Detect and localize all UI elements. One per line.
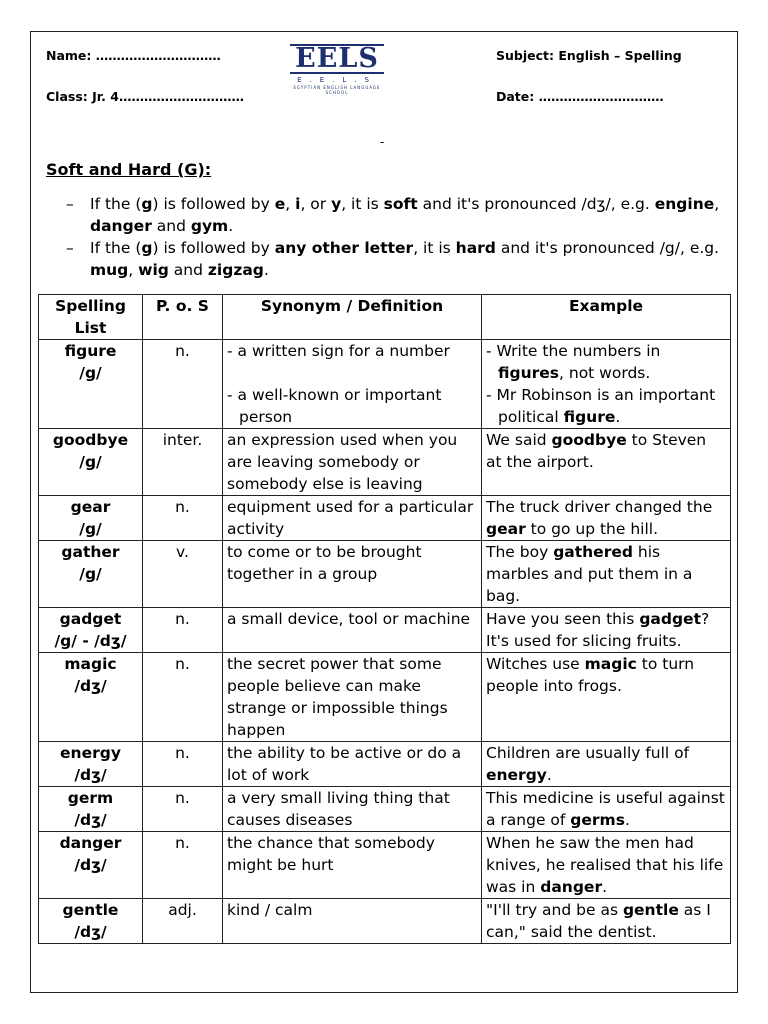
class-label: Class: Jr. 4………………………… [46,89,244,104]
example-cell [482,541,731,608]
example-word: figure [563,408,616,426]
definition-cell: a small device, tool or machine [223,608,482,653]
word-cell [39,496,143,541]
rule-text: . [228,217,234,235]
logo-main: EELS [290,44,384,74]
logo-sub: E.E.L.S [297,76,377,84]
example-text: to go up the hill. [525,520,659,538]
rule-text: , or [300,195,332,213]
example-text: The boy [486,543,554,561]
word-cell [39,899,143,944]
example-cell [482,340,731,429]
sound: /g/ [79,453,102,471]
word-cell [39,608,143,653]
subject-label: Subject: English – Spelling [496,48,682,63]
example-text: When he saw the men had knives, he realised that his life was in [486,834,724,896]
definition-cell: the ability to be active or do a lot of work [223,742,482,787]
table-header-row [39,295,731,340]
example-word: energy [486,766,547,784]
example-text: Witches use [486,655,585,673]
pos-cell: n. [143,742,223,787]
pos-cell: v. [143,541,223,608]
word: gentle [62,901,119,919]
sound: /g/ [79,520,102,538]
table-row [39,496,731,541]
definition-cell: kind / calm [223,899,482,944]
header-pos: P. o. S [143,295,223,340]
example-cell [482,899,731,944]
example-word: goodbye [551,431,627,449]
example-text: - Mr Robinson is an important political [486,386,716,426]
rule-bold: i [295,195,301,213]
rule-bold: wig [138,261,169,279]
definition-cell: a very small living thing that causes diseases [223,787,482,832]
example-text: - Write the numbers in [486,342,661,360]
logo-tagline: EGYPTIAN ENGLISH LANGUAGE SCHOOL [293,85,381,95]
table-row [39,429,731,496]
definition-cell: to come or to be brought together in a group [223,541,482,608]
rule-bold: any other letter [274,239,414,257]
definition-cell: the chance that somebody might be hurt [223,832,482,899]
table-row [39,340,731,429]
word: energy [60,744,121,762]
pos-cell: n. [143,832,223,899]
sound: /g/ [79,565,102,583]
sound: /g/ - /dʒ/ [54,632,127,650]
spelling-table [38,294,731,944]
example-text: ? It's used for slicing fruits. [486,610,710,650]
bullet: – [66,239,74,257]
rule-bold: e [274,195,286,213]
table-row [39,608,731,653]
example-word: gadget [639,610,701,628]
example-text: "I'll try and be as [486,901,623,919]
header-spelling-list: Spelling List [39,295,143,340]
sound: /dʒ/ [74,677,107,695]
rule-text: , [714,195,720,213]
word: danger [59,834,122,852]
example-text: to turn people into frogs. [486,655,695,695]
rule-bold: zigzag [207,261,264,279]
definition-cell: the secret power that some people believe can make strange or impossible things happen [223,653,482,742]
rule-text: ) is followed by [152,239,275,257]
rule-bold: hard [455,239,496,257]
example-cell [482,832,731,899]
example-word: magic [584,655,637,673]
table-row [39,899,731,944]
pos-cell: n. [143,340,223,429]
date-label: Date: ………………………… [496,89,664,104]
rule-text: and [168,261,208,279]
word: magic [64,655,117,673]
example-text: , not words. [559,364,651,382]
pos-cell: n. [143,496,223,541]
example-word: gentle [622,901,679,919]
example-text: . [546,766,552,784]
example-word: danger [540,878,603,896]
rule-soft [66,193,726,237]
table-row [39,742,731,787]
rule-text: , it is [413,239,456,257]
word: goodbye [52,431,129,449]
example-cell [482,787,731,832]
pos-cell: n. [143,608,223,653]
pos-cell: adj. [143,899,223,944]
table-row [39,541,731,608]
example-text: The truck driver changed the [486,498,713,516]
sound: /dʒ/ [74,856,107,874]
sound: /dʒ/ [74,923,107,941]
school-logo [290,44,384,94]
definition-cell: equipment used for a particular activity [223,496,482,541]
sound: /g/ [79,364,102,382]
definition: - a written sign for a number [227,342,450,360]
example [486,384,726,428]
example-word: germs [570,811,625,829]
word-cell [39,742,143,787]
example-text: . [624,811,630,829]
example-cell [482,429,731,496]
pos-cell: inter. [143,429,223,496]
rule-text: , [285,195,296,213]
word-cell [39,787,143,832]
word-cell [39,832,143,899]
rule-text: , [128,261,139,279]
word-cell [39,429,143,496]
rule-bold: g [141,239,153,257]
example-word: gear [486,520,526,538]
example-text: . [602,878,608,896]
rule-text: and it's pronounced /g/, e.g. [495,239,720,257]
header-definition: Synonym / Definition [223,295,482,340]
rule-text: If the ( [90,195,142,213]
table-row [39,832,731,899]
example-word: gathered [553,543,633,561]
rule-bold: gym [190,217,229,235]
example [486,340,726,384]
rule-hard [66,237,726,281]
rule-bold: g [141,195,153,213]
rule-bold: soft [383,195,418,213]
example-text: We said [486,431,552,449]
rule-text: If the ( [90,239,142,257]
rule-text: ) is followed by [152,195,275,213]
example-text: . [615,408,621,426]
rule-text: . [263,261,269,279]
word: gather [61,543,120,561]
word: figure [64,342,117,360]
example-cell [482,653,731,742]
word: gear [70,498,111,516]
definition-cell: an expression used when you are leaving somebody or somebody else is leaving [223,429,482,496]
example-text: as I can," said the dentist. [486,901,711,941]
word-cell [39,653,143,742]
word: gadget [59,610,122,628]
bullet: – [66,195,74,213]
pos-cell: n. [143,787,223,832]
example-text: Children are usually full of [486,744,690,762]
word-cell [39,541,143,608]
word-cell [39,340,143,429]
word: germ [67,789,114,807]
example-text: his marbles and put them in a bag. [486,543,693,605]
sound: /dʒ/ [74,766,107,784]
rule-bold: engine [654,195,715,213]
example-cell [482,608,731,653]
example-text: Have you seen this [486,610,640,628]
sound: /dʒ/ [74,811,107,829]
table-row [39,653,731,742]
pos-cell: n. [143,653,223,742]
example-cell [482,496,731,541]
rule-bold: mug [90,261,129,279]
rule-text: and it's pronounced /dʒ/, e.g. [417,195,655,213]
section-title: Soft and Hard (G): [46,160,212,179]
example-cell [482,742,731,787]
example-text: to Steven at the airport. [486,431,707,471]
definition: - a well-known or important person [227,386,442,426]
rules-list [66,193,726,281]
definition-cell [223,340,482,429]
example-text: This medicine is useful against a range of [486,789,725,829]
rule-text: , it is [341,195,384,213]
header-example: Example [482,295,731,340]
rule-bold: danger [90,217,152,235]
table-row [39,787,731,832]
name-label: Name: ………………………… [46,48,221,63]
rule-text: and [151,217,191,235]
example-word: figures [498,364,560,382]
rule-bold: y [331,195,342,213]
stray-dash: - [380,135,385,149]
